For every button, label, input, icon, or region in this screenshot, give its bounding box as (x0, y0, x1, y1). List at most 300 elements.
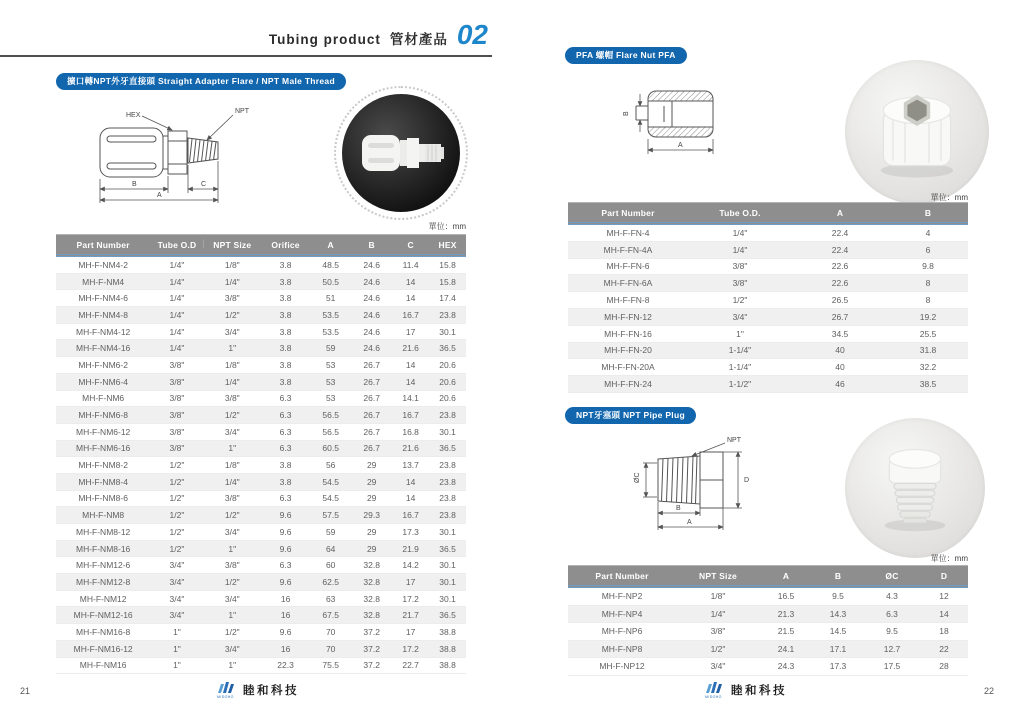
table-row (56, 658, 466, 675)
flare-nut-product-photo (845, 60, 989, 204)
flare-nut-table (568, 202, 968, 393)
table-cell: 1/4" (150, 290, 203, 307)
table-cell: 37.2 (351, 641, 392, 658)
table-row (568, 658, 968, 676)
header-chapter-number: 02 (456, 19, 488, 50)
pipe-plug-label-a: A (687, 519, 692, 526)
table-row (568, 326, 968, 343)
table-cell: MH-F-NM12 (56, 591, 150, 608)
flare-nut-label-a: A (678, 142, 683, 149)
table-row (56, 641, 466, 658)
table-cell: 1/2" (150, 491, 203, 508)
table-cell: 36.5 (429, 607, 466, 624)
table-cell: 1/4" (150, 274, 203, 291)
table-cell: 3.8 (261, 340, 310, 357)
table-cell: 48.5 (310, 257, 351, 274)
header-title-zh: 管材產品 (389, 32, 448, 47)
table-cell: 17.2 (392, 641, 429, 658)
table-cell: 50.5 (310, 274, 351, 291)
table-cell: 32.8 (351, 607, 392, 624)
table-cell: MH-F-NM16 (56, 658, 150, 675)
table-cell: 16 (261, 607, 310, 624)
table-cell: 24.3 (760, 658, 812, 676)
midoho-logo-name: MIDOHO (217, 695, 234, 699)
table-cell: 24.1 (760, 641, 812, 659)
table-cell: MH-F-FN-4A (568, 242, 688, 259)
table-cell: 23.8 (429, 407, 466, 424)
table-cell: 3.8 (261, 474, 310, 491)
table-cell: 21.6 (392, 340, 429, 357)
table-cell: 3/8" (204, 491, 261, 508)
table-cell: 14.3 (812, 606, 864, 624)
table-cell: 1/8" (204, 457, 261, 474)
table-cell: 4 (888, 225, 968, 242)
table-cell: 11.4 (392, 257, 429, 274)
table-cell: 3/8" (676, 623, 760, 641)
table-cell: MH-F-NM4-16 (56, 340, 150, 357)
table-row (56, 574, 466, 591)
column-header: Part Number | (56, 234, 150, 257)
table-cell: 21.7 (392, 607, 429, 624)
table-cell: 31.8 (888, 343, 968, 360)
table-cell: 32.8 (351, 574, 392, 591)
table-cell: 3/4" (150, 591, 203, 608)
table-cell: 24.6 (351, 340, 392, 357)
table-row (568, 225, 968, 242)
table-cell: 3/4" (676, 658, 760, 676)
table-cell: MH-F-NP6 (568, 623, 676, 641)
table-cell: MH-F-NP8 (568, 641, 676, 659)
table-cell: 1-1/4" (688, 359, 792, 376)
table-cell: MH-F-NM6 (56, 391, 150, 408)
table-cell: 29 (351, 524, 392, 541)
table-cell: 29 (351, 491, 392, 508)
table-row (56, 324, 466, 341)
pipe-plug-table (568, 565, 968, 676)
table-cell: MH-F-NM8-2 (56, 457, 150, 474)
table-row (56, 474, 466, 491)
table-cell: 3.8 (261, 374, 310, 391)
table-cell: 1/2" (204, 624, 261, 641)
table-cell: 1-1/2" (688, 376, 792, 393)
adapter-label-npt: NPT (235, 108, 249, 115)
adapter-label-c: C (201, 181, 207, 188)
page-header (150, 19, 488, 50)
table-cell: 1/2" (204, 407, 261, 424)
table-cell: 60 (310, 557, 351, 574)
table-cell: 21.3 (760, 606, 812, 624)
table-cell: 1" (204, 441, 261, 458)
adapter-label-a: A (157, 192, 162, 199)
table-cell: 24.6 (351, 324, 392, 341)
table-cell: 19.2 (888, 309, 968, 326)
table-cell: 3/4" (150, 607, 203, 624)
footer-logo-left (216, 681, 299, 699)
column-header: D (920, 565, 968, 588)
table-cell: 6.3 (261, 407, 310, 424)
unit-label-pipe-plug: 單位：mm (930, 554, 968, 563)
table-cell: 54.5 (310, 474, 351, 491)
table-cell: 3.8 (261, 274, 310, 291)
table-cell: 17.3 (812, 658, 864, 676)
table-cell: 3/4" (204, 591, 261, 608)
table-cell: 14 (392, 491, 429, 508)
table-cell: 1-1/4" (688, 343, 792, 360)
table-cell: MH-F-NM4-6 (56, 290, 150, 307)
table-cell: MH-F-FN-20 (568, 343, 688, 360)
table-cell: 22.4 (792, 225, 888, 242)
table-cell: MH-F-FN-8 (568, 292, 688, 309)
adapter-label-b: B (132, 181, 137, 188)
table-row (56, 557, 466, 574)
table-cell: 17.4 (429, 290, 466, 307)
table-row (56, 407, 466, 424)
column-header: Part Number | (568, 202, 688, 225)
table-cell: 1" (150, 624, 203, 641)
table-cell: 34.5 (792, 326, 888, 343)
table-cell: 3/8" (688, 259, 792, 276)
column-header: Tube O.D | (150, 234, 203, 257)
table-cell: 23.8 (429, 507, 466, 524)
table-cell: 56 (310, 457, 351, 474)
table-cell: 53.5 (310, 307, 351, 324)
table-cell: 6 (888, 242, 968, 259)
table-cell: 9.5 (864, 623, 920, 641)
table-cell: 30.1 (429, 557, 466, 574)
table-cell: 23.8 (429, 491, 466, 508)
table-cell: 3/4" (150, 574, 203, 591)
midoho-logo-icon (216, 681, 238, 699)
table-cell: 1/4" (204, 474, 261, 491)
table-cell: 17 (392, 324, 429, 341)
table-cell: 70 (310, 624, 351, 641)
pipe-plug-label-npt: NPT (727, 437, 741, 444)
table-cell: 32.2 (888, 359, 968, 376)
table-row (568, 623, 968, 641)
table-row (56, 290, 466, 307)
table-cell: 67.5 (310, 607, 351, 624)
table-row (56, 457, 466, 474)
table-cell: 24.6 (351, 307, 392, 324)
table-cell: 16.7 (392, 307, 429, 324)
table-row (56, 607, 466, 624)
table-cell: 1/4" (688, 242, 792, 259)
table-cell: 1/4" (150, 324, 203, 341)
column-header: Tube O.D. | (688, 202, 792, 225)
table-cell: 37.2 (351, 624, 392, 641)
table-row (56, 624, 466, 641)
unit-label-flare-nut: 單位：mm (930, 193, 968, 202)
table-cell: 9.6 (261, 524, 310, 541)
column-header: HEX (429, 234, 466, 257)
table-cell: 3.8 (261, 307, 310, 324)
table-cell: 54.5 (310, 491, 351, 508)
section-title-flare-nut: PFA 螺帽 Flare Nut PFA (565, 47, 687, 64)
table-cell: 3/8" (150, 441, 203, 458)
table-cell: 26.7 (792, 309, 888, 326)
table-cell: 9.6 (261, 624, 310, 641)
table-cell: 23.8 (429, 307, 466, 324)
table-cell: 28 (920, 658, 968, 676)
pipe-plug-technical-drawing (630, 432, 760, 537)
table-cell: 1" (150, 658, 203, 675)
table-row (568, 641, 968, 659)
unit-label-adapter: 單位：mm (428, 222, 466, 231)
section-title-pipe-plug: NPT牙塞頭 NPT Pipe Plug (565, 407, 696, 424)
table-cell: 15.8 (429, 257, 466, 274)
table-cell: 56.5 (310, 424, 351, 441)
table-cell: 1" (204, 340, 261, 357)
table-cell: MH-F-FN-12 (568, 309, 688, 326)
table-cell: 3/4" (204, 424, 261, 441)
table-cell: 30.1 (429, 591, 466, 608)
table-cell: MH-F-NM8 (56, 507, 150, 524)
table-cell: 14 (392, 357, 429, 374)
table-cell: 63 (310, 591, 351, 608)
table-cell: 57.5 (310, 507, 351, 524)
table-cell: 60.5 (310, 441, 351, 458)
table-header-row (56, 234, 466, 257)
table-cell: 1/2" (688, 292, 792, 309)
table-row (56, 491, 466, 508)
page-number-right: 22 (984, 686, 995, 696)
table-cell: 21.9 (392, 541, 429, 558)
table-cell: 1/4" (150, 257, 203, 274)
table-cell: 17.1 (812, 641, 864, 659)
table-cell: 53 (310, 357, 351, 374)
table-cell: 17 (392, 624, 429, 641)
column-header: B | (351, 234, 392, 257)
table-cell: 3.8 (261, 257, 310, 274)
table-cell: 9.6 (261, 541, 310, 558)
footer-logo-text: 睦和科技 (243, 685, 299, 697)
table-cell: MH-F-NM4 (56, 274, 150, 291)
table-row (568, 588, 968, 606)
table-cell: 53.5 (310, 324, 351, 341)
table-cell: 46 (792, 376, 888, 393)
table-cell: 23.8 (429, 457, 466, 474)
table-cell: 25.5 (888, 326, 968, 343)
table-row (56, 441, 466, 458)
table-cell: 30.1 (429, 524, 466, 541)
table-cell: 1/4" (688, 225, 792, 242)
table-cell: MH-F-FN-6 (568, 259, 688, 276)
table-cell: 6.3 (261, 424, 310, 441)
table-cell: 40 (792, 359, 888, 376)
table-cell: 1/2" (150, 524, 203, 541)
table-cell: 53 (310, 374, 351, 391)
table-row (56, 374, 466, 391)
footer-logo-right (704, 681, 787, 699)
adapter-product-photo (334, 86, 468, 220)
column-header: Part Number | (568, 565, 676, 588)
table-cell: 1/4" (150, 340, 203, 357)
column-header: NPT Size | (676, 565, 760, 588)
table-cell: 51 (310, 290, 351, 307)
table-cell: 29 (351, 457, 392, 474)
adapter-photo-fitting (336, 88, 466, 218)
table-cell: 14 (392, 290, 429, 307)
table-cell: 14 (392, 374, 429, 391)
table-cell: 1/8" (676, 588, 760, 606)
pipe-plug-label-d: D (744, 477, 750, 484)
table-cell: 1/8" (204, 257, 261, 274)
table-cell: MH-F-NM16-8 (56, 624, 150, 641)
pipe-plug-photo (845, 418, 985, 558)
table-cell: MH-F-NM8-6 (56, 491, 150, 508)
table-cell: 3/4" (150, 557, 203, 574)
table-row (568, 242, 968, 259)
table-cell: 1/4" (204, 274, 261, 291)
table-cell: 14 (920, 606, 968, 624)
adapter-technical-drawing (80, 100, 330, 228)
table-cell: MH-F-FN-4 (568, 225, 688, 242)
table-cell: 29 (351, 541, 392, 558)
column-header: A | (310, 234, 351, 257)
table-cell: 1/2" (204, 507, 261, 524)
table-cell: 30.1 (429, 574, 466, 591)
column-header: B | (812, 565, 864, 588)
midoho-logo-icon (704, 681, 726, 699)
table-cell: 26.7 (351, 407, 392, 424)
pipe-plug-label-c: ØC (634, 472, 641, 483)
table-cell: 13.7 (392, 457, 429, 474)
table-cell: 1/2" (676, 641, 760, 659)
table-cell: 26.7 (351, 441, 392, 458)
table-cell: 38.8 (429, 624, 466, 641)
page-number-left: 21 (20, 686, 31, 696)
table-cell: 26.7 (351, 391, 392, 408)
table-row (568, 376, 968, 393)
table-cell: MH-F-NM4-2 (56, 257, 150, 274)
table-cell: 40 (792, 343, 888, 360)
table-cell: 26.5 (792, 292, 888, 309)
table-cell: 38.8 (429, 641, 466, 658)
table-cell: 17 (392, 574, 429, 591)
column-header: NPT Size | (204, 234, 261, 257)
table-cell: 3/8" (204, 391, 261, 408)
table-cell: 9.6 (261, 574, 310, 591)
table-cell: MH-F-NM6-8 (56, 407, 150, 424)
table-row (56, 424, 466, 441)
table-cell: 62.5 (310, 574, 351, 591)
column-header: B (888, 202, 968, 225)
table-cell: 6.3 (261, 491, 310, 508)
table-cell: 1" (204, 607, 261, 624)
column-header: C | (392, 234, 429, 257)
table-cell: 16.8 (392, 424, 429, 441)
table-cell: 3/8" (688, 275, 792, 292)
table-cell: 3.8 (261, 457, 310, 474)
table-cell: MH-F-NM12-16 (56, 607, 150, 624)
table-row (568, 606, 968, 624)
table-cell: MH-F-NM8-16 (56, 541, 150, 558)
table-cell: MH-F-FN-20A (568, 359, 688, 376)
table-cell: MH-F-FN-16 (568, 326, 688, 343)
table-cell: 3/8" (150, 407, 203, 424)
table-row (568, 275, 968, 292)
table-cell: 3/8" (150, 391, 203, 408)
table-cell: 3/4" (204, 641, 261, 658)
table-cell: 36.5 (429, 340, 466, 357)
table-cell: 59 (310, 340, 351, 357)
table-row (568, 343, 968, 360)
table-cell: 3/4" (204, 324, 261, 341)
table-cell: 26.7 (351, 357, 392, 374)
table-cell: 3.8 (261, 290, 310, 307)
table-cell: 14.5 (812, 623, 864, 641)
table-row (56, 591, 466, 608)
table-row (568, 292, 968, 309)
table-cell: 3/4" (688, 309, 792, 326)
table-cell: 30.1 (429, 324, 466, 341)
table-cell: 38.5 (888, 376, 968, 393)
table-cell: 14.2 (392, 557, 429, 574)
table-cell: 30.1 (429, 424, 466, 441)
table-cell: MH-F-NM6-16 (56, 441, 150, 458)
table-cell: MH-F-NP2 (568, 588, 676, 606)
table-cell: 1" (688, 326, 792, 343)
table-cell: 1" (204, 541, 261, 558)
table-cell: 36.5 (429, 441, 466, 458)
table-cell: 1/4" (150, 307, 203, 324)
table-cell: 6.3 (864, 606, 920, 624)
table-cell: 38.8 (429, 658, 466, 675)
pipe-plug-label-b: B (676, 505, 681, 512)
table-cell: 3/8" (204, 290, 261, 307)
table-cell: 59 (310, 524, 351, 541)
table-row (56, 357, 466, 374)
table-cell: 1/4" (676, 606, 760, 624)
table-cell: 18 (920, 623, 968, 641)
table-cell: 32.8 (351, 591, 392, 608)
table-cell: 9.6 (261, 507, 310, 524)
flare-nut-label-b: B (623, 111, 630, 116)
table-cell: 9.8 (888, 259, 968, 276)
table-cell: 75.5 (310, 658, 351, 675)
table-row (56, 257, 466, 274)
table-cell: 24.6 (351, 290, 392, 307)
table-row (56, 391, 466, 408)
table-cell: 1/4" (204, 374, 261, 391)
table-cell: MH-F-NM4-8 (56, 307, 150, 324)
table-cell: 20.6 (429, 357, 466, 374)
table-cell: MH-F-NM6-2 (56, 357, 150, 374)
footer-logo-text: 睦和科技 (731, 685, 787, 697)
table-cell: MH-F-NP12 (568, 658, 676, 676)
table-cell: 1" (150, 641, 203, 658)
table-cell: 22.6 (792, 275, 888, 292)
table-row (568, 309, 968, 326)
table-cell: 6.3 (261, 557, 310, 574)
adapter-label-hex: HEX (126, 112, 141, 119)
adapter-table (56, 234, 466, 674)
table-header-row (568, 202, 968, 225)
table-cell: MH-F-FN-24 (568, 376, 688, 393)
section-title-adapter: 擴口轉NPT外牙直接頭 Straight Adapter Flare / NPT Male Thread (56, 73, 346, 90)
table-cell: 26.7 (351, 374, 392, 391)
table-cell: 1/2" (204, 574, 261, 591)
table-header-row (568, 565, 968, 588)
column-header: A | (792, 202, 888, 225)
table-cell: 22.4 (792, 242, 888, 259)
table-cell: 16.7 (392, 507, 429, 524)
table-cell: 24.6 (351, 257, 392, 274)
table-cell: 3/8" (150, 374, 203, 391)
table-cell: 12.7 (864, 641, 920, 659)
header-title-en: Tubing product (268, 32, 381, 47)
table-cell: MH-F-NM6-12 (56, 424, 150, 441)
